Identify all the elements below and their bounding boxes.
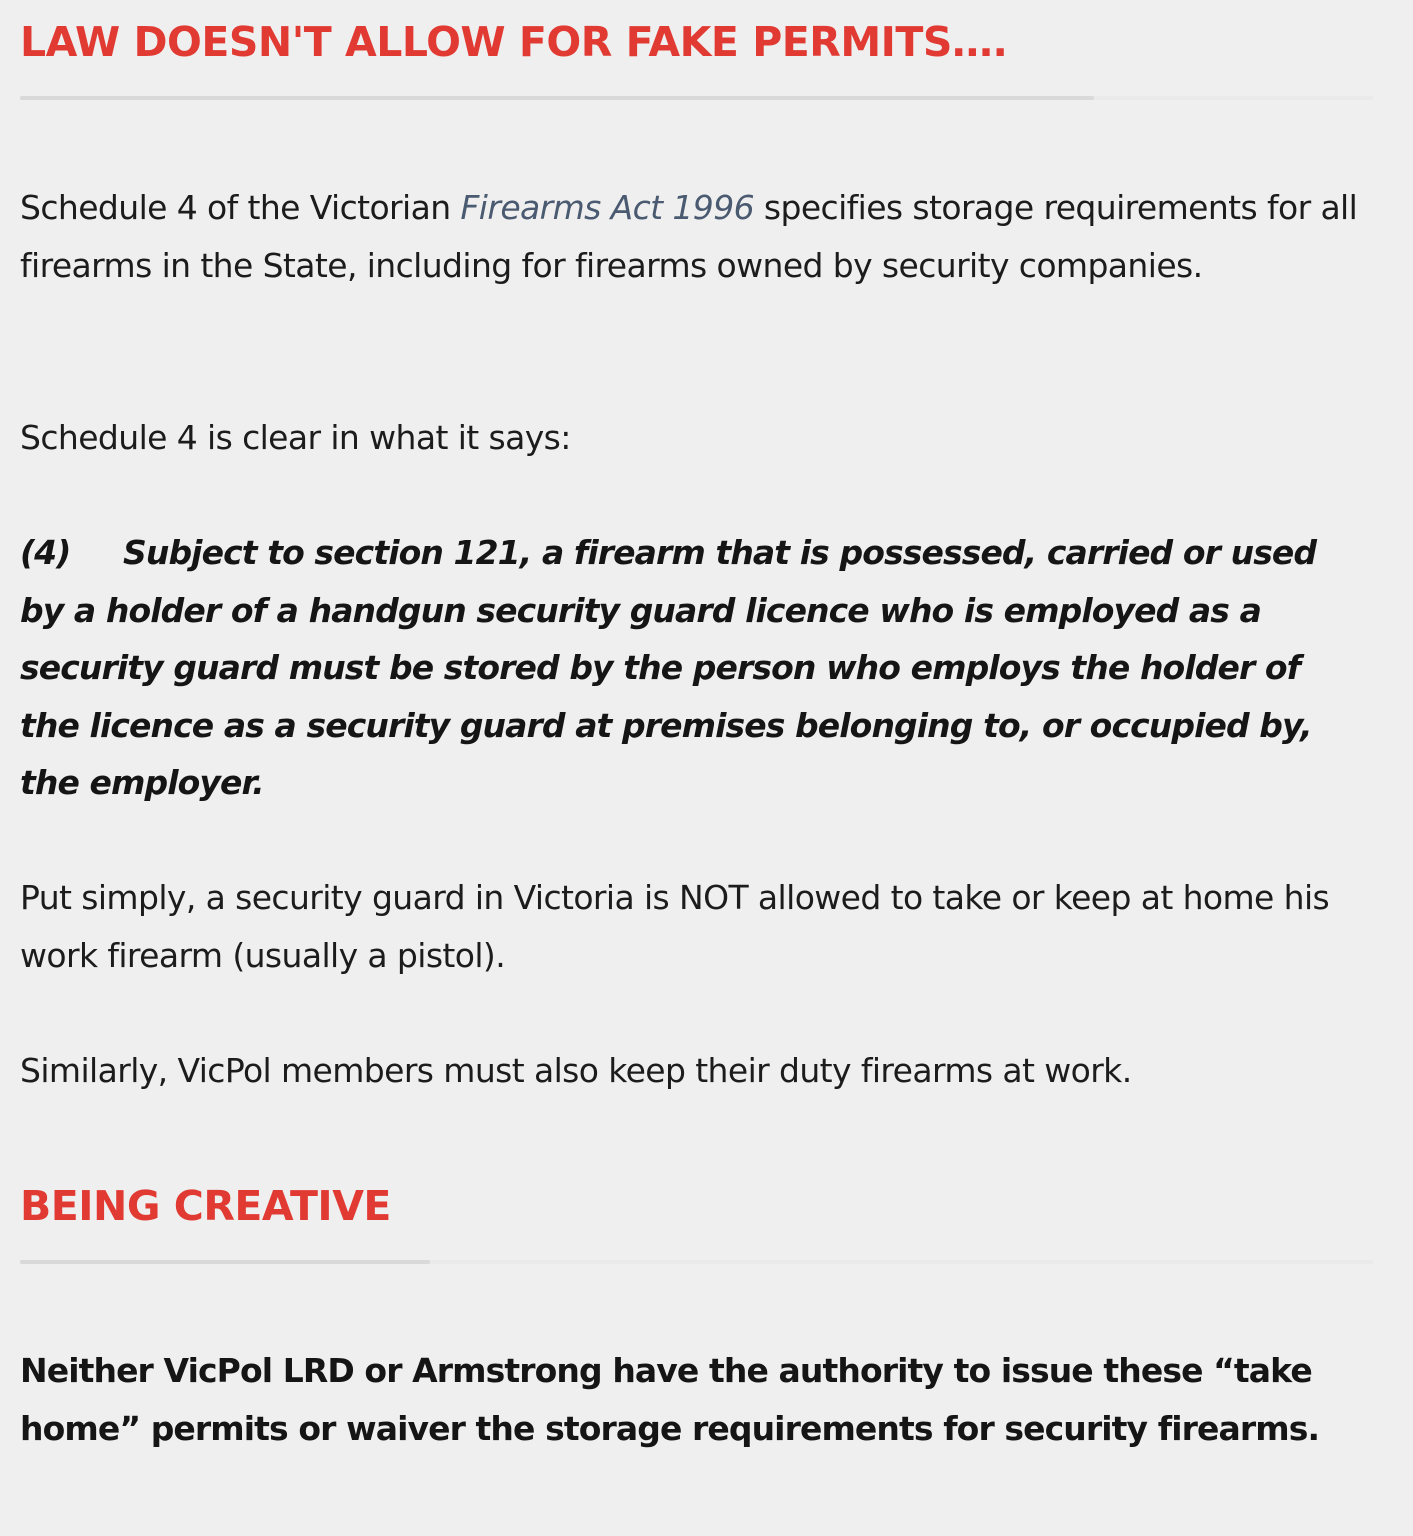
heading-divider [20, 96, 1373, 100]
heading-divider [20, 1260, 1373, 1264]
legislation-quote [20, 524, 1320, 812]
paragraph-text: Schedule 4 of the Victorian [20, 188, 461, 227]
quote-number: (4) [20, 533, 71, 572]
paragraph-clear: Schedule 4 is clear in what it says: [20, 418, 571, 457]
section-heading-being-creative: BEING CREATIVE [20, 1182, 391, 1230]
section-heading-block [20, 1182, 391, 1230]
paragraph-authority: Neither VicPol LRD or Armstrong have the authority to issue these “take home” permits or waiver the storage requirements for security firearms. [20, 1351, 1320, 1448]
section-heading-block [20, 18, 1008, 66]
paragraph-vicpol: Similarly, VicPol members must also keep their duty firearms at work. [20, 1051, 1132, 1090]
paragraph-schedule-4 [20, 179, 1390, 294]
heading-divider-accent [20, 96, 1094, 100]
act-title: Firearms Act 1996 [460, 188, 754, 227]
paragraph-put-simply: Put simply, a security guard in Victoria is NOT allowed to take or keep at home his work firearm (usually a pistol). [20, 878, 1330, 975]
section-heading-fake-permits: LAW DOESN'T ALLOW FOR FAKE PERMITS…. [20, 18, 1008, 66]
quote-text: Subject to section 121, a firearm that is possessed, carried or used by a holder of a handgun security guard licence who is employed as a security guard must be stored by the person who employs the holder of the licence as a security guard at premises belonging to, or occupied by, the employer. [20, 533, 1317, 802]
paragraph-text: specifies storage requirements for all firearms in the State, including for firearms owned by security companies. [20, 188, 1358, 285]
heading-divider-accent [20, 1260, 430, 1264]
